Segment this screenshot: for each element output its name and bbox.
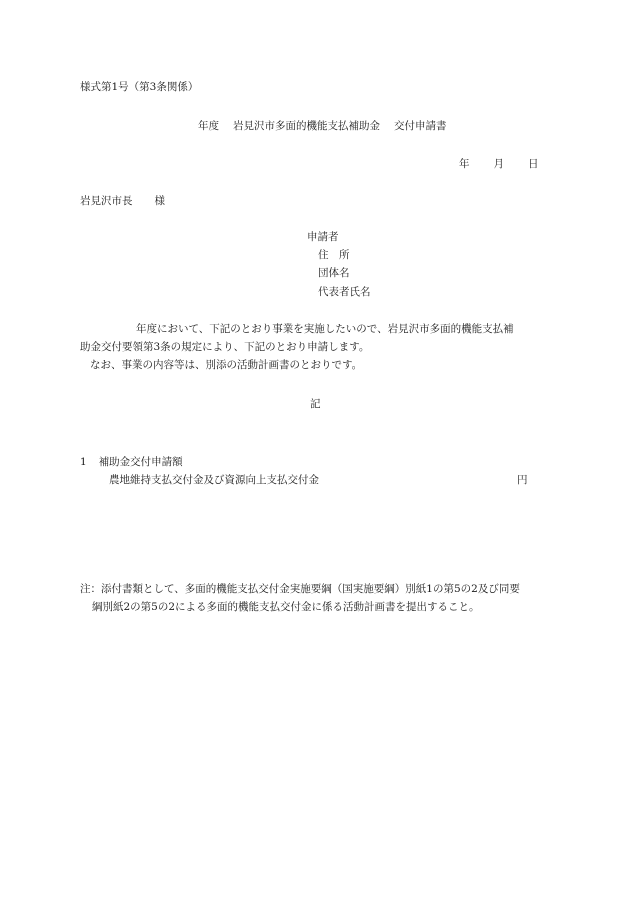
representative-label: 代表者氏名 [318,286,371,298]
applicant-heading: 申請者 [307,231,339,243]
title-suffix: 交付申請書 [394,120,447,132]
date-day: 日 [528,158,539,170]
title-subject: 岩見沢市多面的機能支払補助金 [233,120,380,132]
body-text-line-2: 助金交付要領第3条の規定により、下記のとおり申請します。 [80,341,370,353]
note-line-2: 綱別紙2の第5の2による多面的機能支払交付金に係る活動計画書を提出すること。 [92,601,480,613]
group-name-label: 団体名 [318,267,350,279]
ki-heading: 記 [310,398,321,410]
addressee [80,194,165,209]
addressee-name: 岩見沢市長 [80,195,133,207]
body-text-line-1: 年度において、下記のとおり事業を実施したいので、岩見沢市多面的機能支払補 [136,323,514,335]
item-heading [80,455,183,470]
note-line-1: 注：添付書類として、多面的機能支払交付金実施要綱（国実施要綱）別紙1の第5の2及び同要 [80,583,520,595]
form-number: 様式第1号（第3条関係） [80,81,199,93]
item-number: 1 [80,456,87,468]
address-label: 住 所 [318,249,350,261]
item-heading-label: 補助金交付申請額 [98,456,183,468]
document-title [198,119,447,134]
addressee-honorific: 様 [154,195,165,207]
yen-unit: 円 [517,474,528,486]
body-text-line-3: なお、事業の内容等は、別添の活動計画書のとおりです。 [90,359,363,371]
date-year: 年 [459,158,470,170]
date-line [459,157,539,172]
item-detail: 農地維持支払交付金及び資源向上支払交付金 [109,474,319,486]
date-month: 月 [493,158,504,170]
title-year-prefix: 年度 [198,120,219,132]
